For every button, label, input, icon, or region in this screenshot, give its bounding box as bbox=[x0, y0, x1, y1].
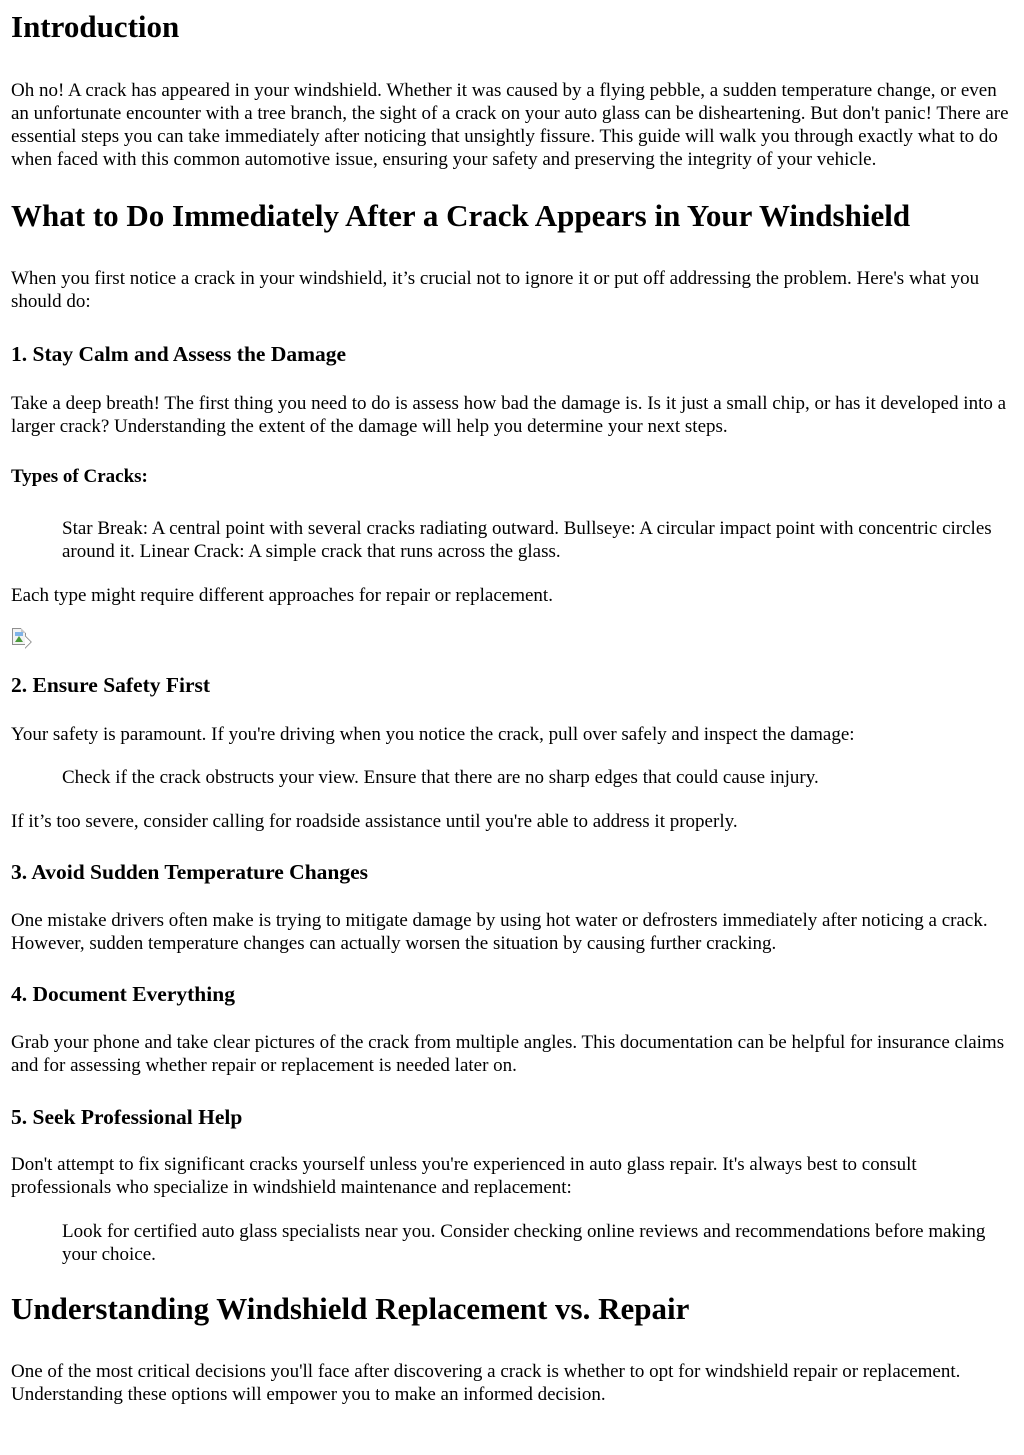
intro-heading: Introduction bbox=[11, 9, 180, 44]
step1-after-paragraph: Each type might require different approaches for repair or replacement. bbox=[11, 585, 553, 606]
broken-image-icon bbox=[11, 628, 31, 648]
intro-paragraph: Oh no! A crack has appeared in your windshield. Whether it was caused by a flying pebble, a sudden temperature change, or even an unfortunate encounter with a tree branch, the sight of a crack on your auto glass can be disheartening. But don't panic! There are essential steps you can take immediately after noticing that unsightly fissure. This guide will walk you through exactly what to do when faced with this common automotive issue, ensuring your safety and preserving the integrity of your vehicle. bbox=[11, 80, 1009, 170]
step5-list: Look for certified auto glass specialists near you. Consider checking online reviews and recommendations before making your choice. bbox=[62, 1221, 986, 1265]
step1-heading: 1. Stay Calm and Assess the Damage bbox=[11, 342, 347, 366]
step1-paragraph: Take a deep breath! The first thing you need to do is assess how bad the damage is. Is it just a small chip, or has it developed into a larger crack? Understanding the extent of the damage will help you determine your next steps. bbox=[11, 393, 1007, 437]
step5-paragraph: Don't attempt to fix significant cracks yourself unless you're experienced in auto glass repair. It's always best to consult professionals who specialize in windshield maintenance and replacement: bbox=[11, 1154, 917, 1198]
step2-paragraph: Your safety is paramount. If you're driving when you notice the crack, pull over safely and inspect the damage: bbox=[11, 724, 855, 745]
replacement-paragraph: One of the most critical decisions you'll face after discovering a crack is whether to opt for windshield repair or replacement. Understanding these options will empower you to make an informed decision. bbox=[11, 1361, 961, 1405]
step3-paragraph: One mistake drivers often make is trying to mitigate damage by using hot water or defrosters immediately after noticing a crack. However, sudden temperature changes can actually worsen the situation by causing further cracking. bbox=[11, 910, 988, 954]
immediate-heading: What to Do Immediately After a Crack Appears in Your Windshield bbox=[11, 198, 911, 233]
step2-list: Check if the crack obstructs your view. Ensure that there are no sharp edges that could cause injury. bbox=[62, 767, 819, 788]
step2-after-paragraph: If it’s too severe, consider calling for roadside assistance until you're able to address it properly. bbox=[11, 811, 738, 832]
step2-heading: 2. Ensure Safety First bbox=[11, 673, 211, 697]
step4-heading: 4. Document Everything bbox=[11, 982, 235, 1006]
step4-paragraph: Grab your phone and take clear pictures of the crack from multiple angles. This documentation can be helpful for insurance claims and for assessing whether repair or replacement is needed later on. bbox=[11, 1032, 1005, 1076]
article bbox=[0, 9, 1024, 1406]
replacement-heading: Understanding Windshield Replacement vs. Repair bbox=[11, 1291, 690, 1326]
types-of-cracks-heading: Types of Cracks: bbox=[11, 466, 148, 487]
types-of-cracks-list: Star Break: A central point with several cracks radiating outward. Bullseye: A circular impact point with concentric circles around it. Linear Crack: A simple crack that runs across the glass. bbox=[62, 518, 992, 562]
immediate-paragraph: When you first notice a crack in your windshield, it’s crucial not to ignore it or put off addressing the problem. Here's what you should do: bbox=[11, 268, 980, 312]
step3-heading: 3. Avoid Sudden Temperature Changes bbox=[11, 860, 369, 884]
step5-heading: 5. Seek Professional Help bbox=[11, 1105, 243, 1129]
